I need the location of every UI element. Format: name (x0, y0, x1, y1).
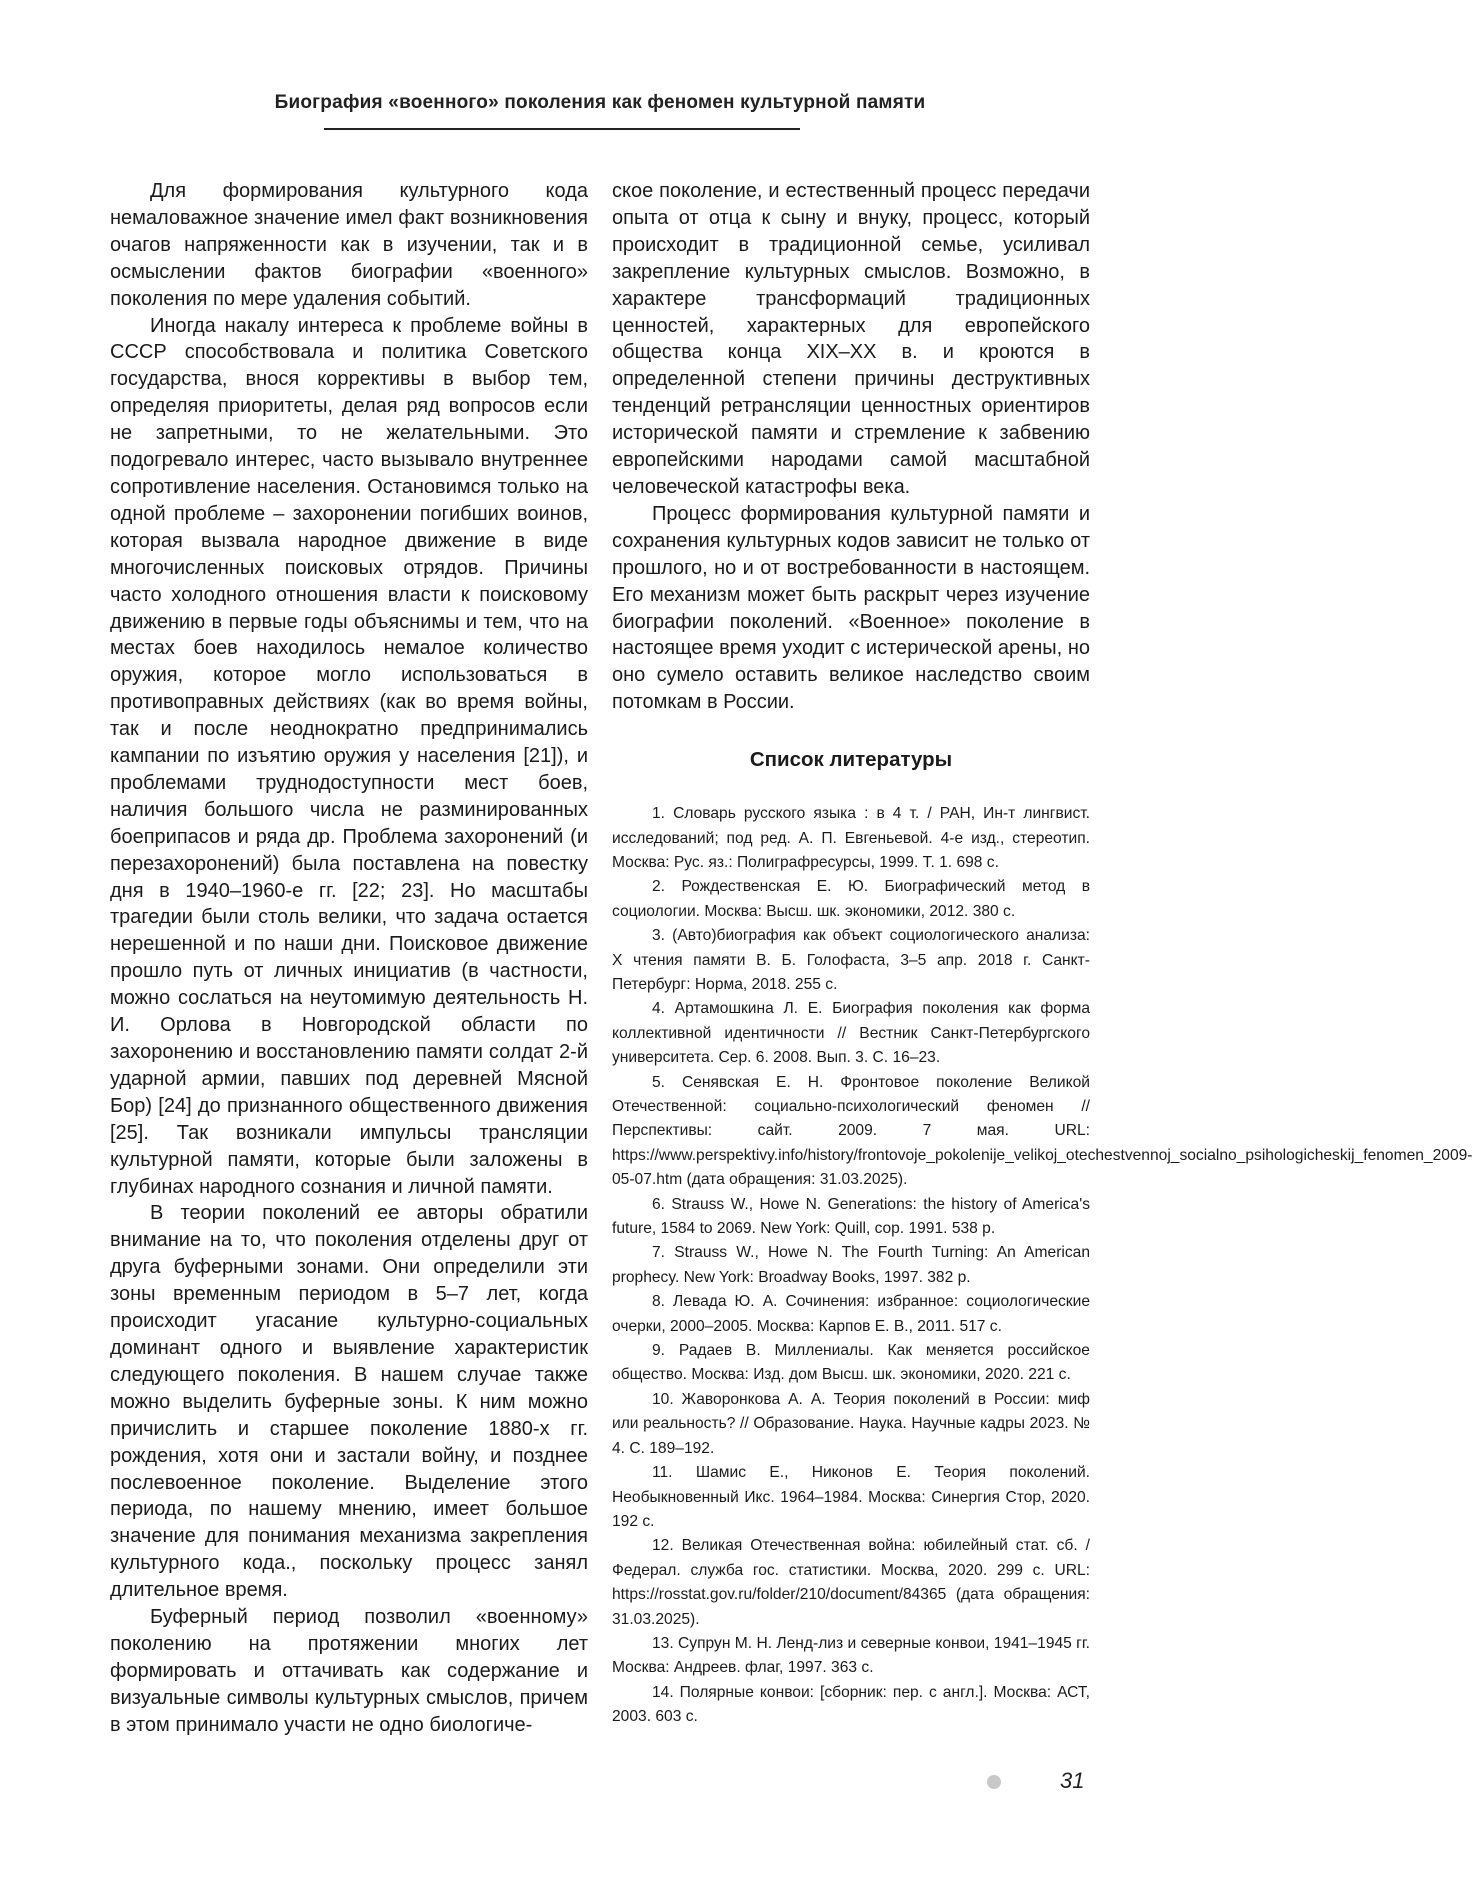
reference-item: 6. Strauss W., Howe N. Generations: the history of America's future, 1584 to 2069. New York: Quill, cop. 1991. 538 p. (612, 1195, 1090, 1238)
reference-item: 12. Великая Отечественная война: юбилейный стат. сб. / Федерал. служба гос. статистики. Москва, 2020. 299 с. URL: https://rosstat.gov.ru/folder/210/document/84365 (дата обращения: 31.03.2025). (612, 1537, 1090, 1628)
body-paragraph: В теории поколений ее авторы обратили внимание на то, что поколения отделены друг от друга буферными зонами. Они определили эти зоны временным периодом в 5–7 лет, когда происходит угасание культурно-социальных доминант одного и выявление характеристик следующего поколения. В нашем случае также можно выделить буферные зоны. К ним можно причислить и старшее поколение 1880-х гг. рождения, хотя они и застали войну, и позднее послевоенное поколение. Выделение этого периода, по нашему мнению, имеет большое значение для понимания механизма закрепления культурного кода., поскольку процесс занял длительное время. (110, 1202, 588, 1602)
body-paragraph: Иногда накалу интереса к проблеме войны в СССР способствовала и политика Советского государства, внося коррективы в выбор тем, определяя приоритеты, делая ряд вопросов если не запретными, то не желательными. Это подогревало интерес, часто вызывало внутреннее сопротивление населения. Остановимся только на одной проблеме – захоронении погибших воинов, которая вызвала народное движение в виде многочисленных поисковых отрядов. Причины часто холодного отношения власти к поисковому движению в первые годы объяснимы и тем, что на местах боев находилось немалое количество оружия, которое могло использоваться в противоправных действиях (как во время войны, так и после неоднократно предпринимались кампании по изъятию оружия у населения [21]), и проблемами труднодоступности мест боев, наличия большого числа не разминированных боеприпасов и ряда др. Проблема захоронений (и перезахоронений) была поставлена на повестку дня в 1940–1960-е гг. [22; 23]. Но масштабы трагедии были столь велики, что задача остается нерешенной и по наши дни. Поисковое движение прошло путь от личных инициатив (в частности, можно сослаться на неутомимую деятельность Н. И. Орлова в Новгородской области по захоронению и восстановлению памяти солдат 2-й ударной армии, павших под деревней Мясной Бор) [24] до признанного общественного движения [25]. Так возникали импульсы трансляции культурной памяти, которые были заложены в глубинах народного сознания и личной памяти. (110, 314, 588, 1198)
reference-item: 11. Шамис Е., Никонов Е. Теория поколений. Необыкновенный Икс. 1964–1984. Москва: Синергия Стор, 2020. 192 с. (612, 1464, 1090, 1530)
reference-item: 2. Рождественская Е. Ю. Биографический метод в социологии. Москва: Высш. шк. экономики, 2012. 380 с. (612, 878, 1090, 920)
reference-item: 7. Strauss W., Howe N. The Fourth Turning: An American prophecy. New York: Broadway Books, 1997. 382 p. (612, 1244, 1090, 1286)
reference-item: 9. Радаев В. Миллениалы. Как меняется российское общество. Москва: Изд. дом Высш. шк. экономики, 2020. 221 с. (612, 1342, 1090, 1384)
references-list (612, 802, 1472, 1729)
reference-item: 5. Сенявская Е. Н. Фронтовое поколение Великой Отечественной: социально-психологический феномен // Перспективы: сайт. 2009. 7 мая. URL: https://www.perspektivy.info/history/frontovoje_pokolenije_velikoj_otechestvennoj_socialno_psihologicheskij_fenomen_2009-05-07.htm (дата обращения: 31.03.2025). (612, 1073, 1472, 1189)
body-paragraph-continued: ское поколение, и естественный процесс передачи опыта от отца к сыну и внуку, процесс, который происходит в традиционной семье, усиливал закрепление культурных смыслов. Возможно, в характере трансформаций традиционных ценностей, характерных для европейского общества конца XIX–XX в. и кроются в определенной степени причины деструктивных тенденций ретрансляции ценностных ориентиров исторической памяти и стремление к забвению европейскими народами самой масштабной человеческой катастрофы века. (612, 180, 1090, 498)
footer-dot-icon (987, 1775, 1001, 1789)
reference-item: 4. Артамошкина Л. Е. Биография поколения как форма коллективной идентичности // Вестник Санкт-Петербургского университета. Сер. 6. 2008. Вып. 3. С. 16–23. (612, 1000, 1090, 1067)
header-rule (324, 128, 800, 130)
reference-item: 8. Левада Ю. А. Сочинения: избранное: социологические очерки, 2000–2005. Москва: Карпов Е. В., 2011. 517 с. (612, 1293, 1090, 1335)
running-title: Биография «военного» поколения как феномен культурной памяти (274, 92, 926, 113)
references-title: Список литературы (749, 748, 953, 772)
reference-item: 14. Полярные конвои: [сборник: пер. с англ.]. Москва: АСТ, 2003. 603 с. (612, 1683, 1090, 1726)
body-paragraph: Буферный период позволил «военному» поколению на протяжении многих лет формировать и оттачивать как содержание и визуальные символы культурных смыслов, причем в этом принимало участи не одно биологиче- (110, 1606, 588, 1736)
reference-item: 1. Словарь русского языка : в 4 т. / РАН, Ин-т лингвист. исследований; под ред. А. П. Евгеньевой. 4-е изд., стереотип. Москва: Рус. яз.: Полиграфресурсы, 1999. Т. 1. 698 с. (612, 805, 1090, 871)
page-number: 31 (1060, 1768, 1085, 1793)
reference-item: 13. Супрун М. Н. Ленд-лиз и северные конвои, 1941–1945 гг. Москва: Андреев. флаг, 1997. 363 с. (612, 1634, 1090, 1677)
body-paragraph: Процесс формирования культурной памяти и сохранения культурных кодов зависит не только от прошлого, но и от востребованности в настоящем. Его механизм может быть раскрыт через изучение биографии поколений. «Военное» поколение в настоящее время уходит с истерической арены, но оно сумело оставить великое наследство своим потомкам в России. (612, 502, 1090, 714)
reference-item: 10. Жаворонкова А. А. Теория поколений в России: миф или реальность? // Образование. Наука. Научные кадры 2023. № 4. С. 189–192. (612, 1390, 1090, 1457)
body-paragraph: Для формирования культурного кода немаловажное значение имел факт возникновения очагов напряженности как в изучении, так и в осмыслении фактов биографии «военного» поколения по мере удаления событий. (110, 180, 588, 310)
right-column (612, 178, 1472, 1730)
left-column (110, 178, 588, 1739)
reference-item: 3. (Авто)биография как объект социологического анализа: Х чтения памяти В. Б. Голофаста, 3–5 апр. 2018 г. Санкт-Петербург: Норма, 2018. 255 с. (612, 927, 1090, 993)
